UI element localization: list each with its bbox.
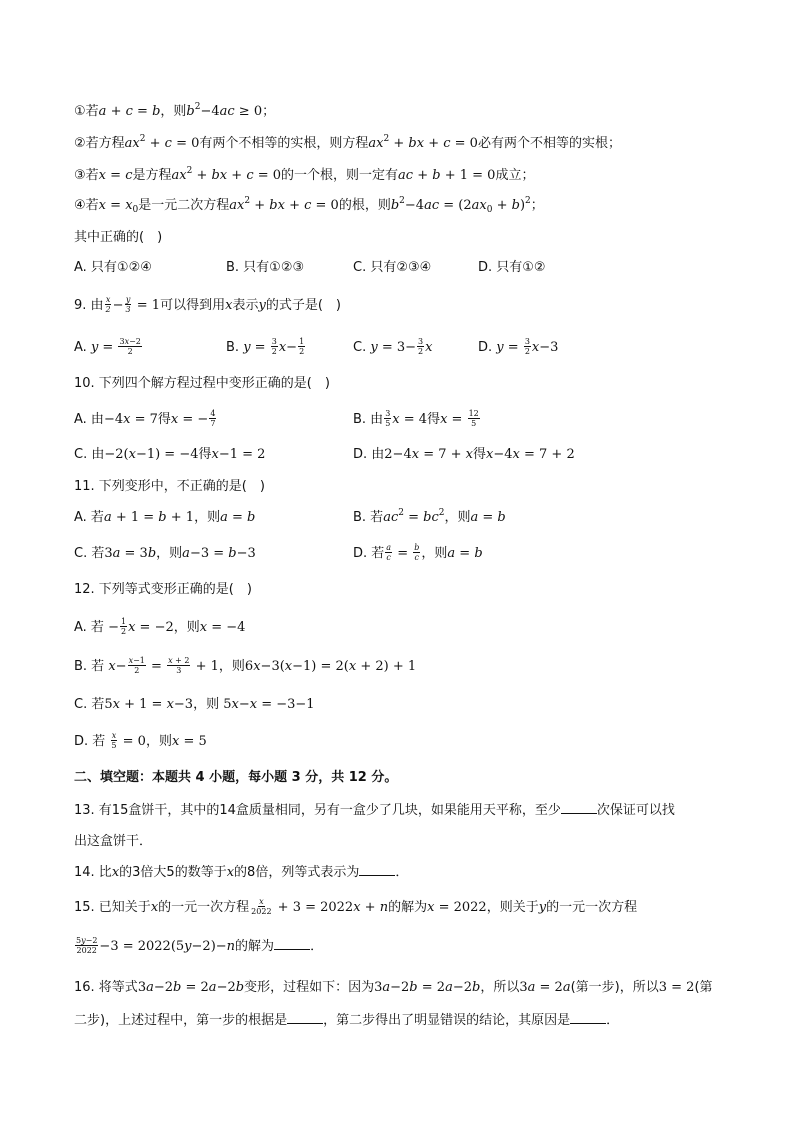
text: ； — [262, 104, 276, 119]
math-expr: a — [98, 104, 107, 119]
text: 是方程 — [132, 168, 172, 183]
circled-number: ① — [74, 104, 86, 119]
q13-line2: 出这盒饼干． — [74, 834, 153, 849]
text: 表示 — [232, 298, 259, 313]
text: 若 — [85, 198, 99, 213]
text: 必有两个不相等的实根； — [477, 136, 621, 151]
text: 可以得到用 — [160, 298, 226, 313]
text: 的根，则 — [338, 198, 391, 213]
q8-option-b: B. 只有①②③ — [226, 260, 305, 275]
text: ，则 — [160, 104, 187, 119]
question-number: 9. 由 — [74, 298, 104, 313]
q9-option-d: D. y = $\frac{3}{2}$ x−3 — [478, 337, 559, 356]
text: 是一元二次方程 — [138, 198, 230, 213]
text: ； — [530, 198, 544, 213]
section-heading: 二、填空题：本题共 4 小题，每小题 3 分，共 12 分。 — [74, 770, 398, 785]
q11-option-a: A. 若a + 1 = b + 1，则a = b — [74, 510, 256, 525]
q12-title: 12. 下列等式变形正确的是( ) — [74, 582, 252, 597]
q9-option-c: C. y = 3− $\frac{3}{2}$ x — [353, 337, 433, 356]
text: 有两个不相等的实根，则方程 — [199, 136, 369, 151]
text: 的一个根，则一定有 — [281, 168, 399, 183]
q11-title: 11. 下列变形中，不正确的是( ) — [74, 479, 265, 494]
answer-blank[interactable] — [287, 1010, 323, 1024]
statement-3: ③若x = c是方程$ax^2$ + bx + c = 0的一个根，则一定有ac + b + 1 = 0成立； — [74, 166, 535, 183]
text: 若 — [85, 168, 99, 183]
answer-blank[interactable] — [274, 936, 310, 950]
q10-option-b: B. 由 $\frac{3}{5}$ x = 4得x = $\frac{12}{5}$ — [353, 409, 479, 428]
q9-stem: 9. 由 $\frac{x}{2}$ − $\frac{y}{3}$ = 1可以得到用x表示y的式子是( ) — [74, 295, 341, 314]
q8-option-d: D. 只有①② — [478, 260, 546, 275]
circled-number: ③ — [74, 168, 86, 183]
q8-prompt: 其中正确的( ) — [74, 230, 163, 245]
q10-option-d: D. 由2−4x = 7 + x得x−4x = 7 + 2 — [353, 447, 575, 462]
q8-option-a: A. 只有①②④ — [74, 260, 152, 275]
q11-option-c: C. 若3a = 3b，则a−3 = b−3 — [74, 546, 256, 561]
q8-option-c: C. 只有②③④ — [353, 260, 432, 275]
q15-line2: $\frac{5y-2}{2022}$ −3 = 2022(5y−2)−n的解为 ． — [76, 936, 324, 955]
q15-line1: 15. 已知关于x的一元一次方程 $\frac{x}{2022}$ + 3 = 2022x + n的解为x = 2022，则关于y的一元一次方程 — [74, 897, 638, 916]
q13-line1: 13. 有15盒饼干，其中的14盒质量相同，另有一盒少了几块，如果能用天平称，至少 次保证可以找 — [74, 800, 675, 821]
answer-blank[interactable] — [359, 862, 395, 876]
q16-line2: 二步)，上述过程中，第一步的根据是 ，第二步得出了明显错误的结论，其原因是 ． — [74, 1010, 619, 1031]
q9-option-a: A. y = $\frac{3x-2}{2}$ — [74, 337, 141, 356]
q10-title: 10. 下列四个解方程过程中变形正确的是( ) — [74, 376, 330, 391]
q14: 14. 比x的3倍大5的数等于x的8倍，列等式表示为 ． — [74, 862, 408, 883]
text: 的式子是( ) — [265, 298, 341, 313]
q12-option-d: D. 若 $\frac{x}{5}$ = 0，则x = 5 — [74, 731, 207, 750]
q11-option-d: D. 若 $\frac{a}{c}$ = $\frac{b}{c}$ ，则a = b — [353, 543, 483, 562]
fraction: $\frac{x}{2}$ — [105, 295, 111, 314]
statement-1: ①若a + c = b，则$b^2-4ac \ge 0$； — [74, 102, 276, 119]
q9-option-b: B. y = $\frac{3}{2}$ x− $\frac{1}{2}$ — [226, 337, 305, 356]
q12-option-c: C. 若5x + 1 = x−3，则 5x−x = −3−1 — [74, 697, 315, 712]
q12-option-a: A. 若 − $\frac{1}{2}$ x = −2，则x = −4 — [74, 617, 246, 636]
q10-option-c: C. 由−2(x−1) = −4得x−1 = 2 — [74, 447, 266, 462]
circled-number: ④ — [74, 198, 86, 213]
text: 成立； — [495, 168, 535, 183]
fraction: $\frac{y}{3}$ — [125, 295, 131, 314]
answer-blank[interactable] — [570, 1010, 606, 1024]
text: 若方程 — [85, 136, 125, 151]
q16-line1: 16. 将等式3a−2b = 2a−2b变形，过程如下：因为3a−2b = 2a−2b，所以3a = 2a(第一步)，所以3 = 2(第 — [74, 980, 713, 995]
answer-blank[interactable] — [561, 800, 597, 814]
q12-option-b: B. 若 x− $\frac{x-1}{2}$ = $\frac{x + 2}{3}$ + 1，则6x−3(x−1) = 2(x + 2) + 1 — [74, 656, 417, 675]
q10-option-a: A. 由−4x = 7得x = − $\frac{4}{7}$ — [74, 409, 216, 428]
q11-option-b: B. 若$ac^2 = bc^2$，则a = b — [353, 508, 506, 525]
text: 若 — [85, 104, 99, 119]
statement-4: ④若$x = x_0$是一元二次方程$ax^2$ + bx + c = 0的根，则$b^2-4ac = (2ax_0 + b)^2$； — [74, 196, 544, 215]
statement-2: ②若方程$ax^2 + c = 0$有两个不相等的实根，则方程$ax^2$ + bx + c = 0必有两个不相等的实根； — [74, 134, 621, 151]
circled-number: ② — [74, 136, 86, 151]
